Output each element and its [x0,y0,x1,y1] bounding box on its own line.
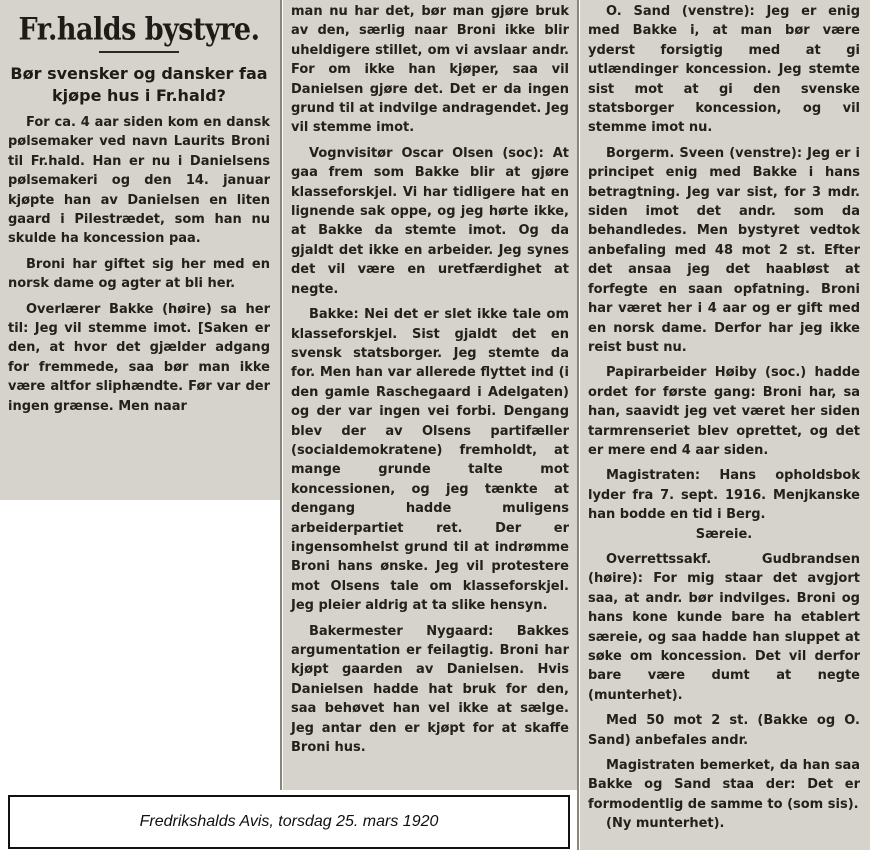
paragraph: For ca. 4 aar siden kom en dansk pølsemaker ved navn Laurits Broni til Fr.hald. Han er nu i Danielsens pølsemakeri og den 14. januar kjøpte han av Danielsen en liten gaard i Pilestrædet, som han nu skulde ha koncession paa. [8,115,270,247]
paragraph: Broni har giftet sig her med en norsk dame og agter at bli her. [8,256,270,292]
paragraph: (Ny munterhet). [606,816,725,832]
paragraph: man nu har det, bør man gjøre bruk av den, særlig naar Broni ikke blir uheldigere stillet, om vi avslaar andr. For om ikke han kjøper, saa vil Danielsen gjøre det. Det er da ingen grund til at indvilge andragendet. Jeg vil stemme imot. [291,4,569,136]
paragraph: Magistraten: Hans opholdsbok lyder fra 7. sept. 1916. Menjkanske han bodde en tid i Berg. [588,468,860,523]
section-subheading: Særeie. [695,526,753,542]
paragraph: Bakke: Nei det er slet ikke tale om klasseforskjel. Sist gjaldt det en svensk statsborger. Jeg stemte da for. Men han var allerede flyttet ind (i den gamle Raschegaard i Adelgaten) og der var ingen vei forbi. Dengang blev der av Olsens partifæller (socialdemokratene) fremholdt, at mange grunde talte mot koncessionen, og jeg tænkte at dengang hadde muligens arbeiderpartiet ret. Der er ingensomhelst grund til at indrømme Broni hans ønske. Jeg vil protestere mot Olsens tale om klasseforskjel. Jeg pleier aldrig at ta slike hensyn. [291,307,569,614]
article-headline: Fr.halds bystyre. [18,11,260,48]
paragraph: Bakermester Nygaard: Bakkes argumentation er feilagtig. Broni har kjøpt gaarden av Danielsen. Hvis Danielsen hadde hat bruk for den, saa behøvet han vel ikke at sælge. Jeg antar den er kjøpt for at skaffe Broni hus. [291,623,569,756]
paragraph: Vognvisitør Oscar Olsen (soc): At gaa frem som Bakke blir at gjøre klasseforskjel. Vi har tidligere hat en lignende sak oppe, og jeg hørte ikke, at Bakke da stemte imot. Og da gjaldt det ikke en arbeider. Jeg synes det vil være en uretfærdighet at negte. [291,145,569,297]
newspaper-column-3 [580,0,870,850]
paragraph: O. Sand (venstre): Jeg er enig med Bakke i, at man bør være yderst forsigtig med at gi utlændinger koncession. Jeg stemte sist mot at gi den svenske statsborger koncession, og vil stemme imot nu. [588,4,860,136]
column-rule-right [577,0,579,850]
article-subhead: Bør svensker og dansker faa kjøpe hus i Fr.hald? [10,64,268,105]
newspaper-column-2 [283,0,577,790]
caption-text: Fredrikshalds Avis, torsdag 25. mars 1920 [139,813,439,830]
paragraph: Med 50 mot 2 st. (Bakke og O. Sand) anbefales andr. [588,713,860,748]
newspaper-column-1 [0,0,280,500]
paragraph: Borgerm. Sveen (venstre): Jeg er i principet enig med Bakke i hans betragtning. Jeg var sist, for 3 mdr. siden imot det andr. som da behandledes. Men bystyret vedtok anbefaling med 48 mot 2 st. Efter det ansaa jeg det haabløst at forfegte en saan opfatning. Broni har været her i 4 aar og er gift med en norsk dame. Derfor har jeg ikke reist bust nu. [588,145,860,355]
column-rule-left [280,0,282,790]
caption-box [8,795,570,849]
paragraph: Magistraten bemerket, da han saa Bakke og Sand staa der: Det er formodentlig de samme to (som sis). [588,758,860,812]
paragraph: Overrettssakf. Gudbrandsen (høire): For mig staar det avgjort saa, at andr. bør indvilges. Broni og hans kone kunde bare ha etablert særeie, og saa hadde han sluppet at søke om koncession. Det vil derfor bare være dumt at negte (munterhet). [588,551,860,703]
paragraph: Papirarbeider Høiby (soc.) hadde ordet for første gang: Broni har, sa han, saavidt jeg vet været her siden tarmrenseriet blev oprettet, og det er mere end 4 aar siden. [588,365,860,458]
paragraph: Overlærer Bakke (høire) sa her til: Jeg vil stemme imot. [Saken er den, at hvor det gjælder adgang for fremmede, saa bør man ikke være altfor sliphændte. Før var der ingen grænse. Men naar [8,301,270,414]
headline-divider [99,51,179,53]
